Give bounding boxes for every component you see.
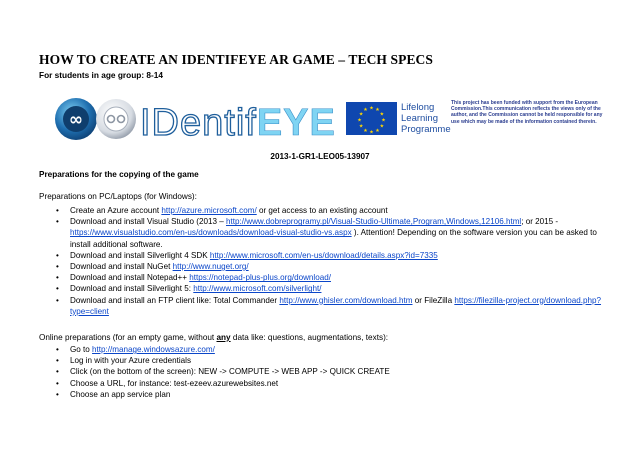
document-subtitle: For students in age group: 8-14: [39, 70, 164, 80]
list-item: • Click (on the bottom of the screen): NEW -> COMPUTE -> WEB APP -> QUICK CREATE: [54, 366, 614, 377]
azure-link[interactable]: http://azure.microsoft.com/: [161, 206, 257, 215]
nuget-link[interactable]: http://www.nuget.org/: [172, 262, 249, 272]
online-preparations-intro: Online preparations (for an empty game, without any data like: questions, augmentations, texts):: [39, 333, 389, 342]
visual-studio-2015-link[interactable]: https://www.visualstudio.com/en-us/downloads/download-visual-studio-vs.aspx: [70, 228, 352, 238]
section-heading: Preparations for the copying of the game: [39, 170, 199, 179]
svg-text:★: ★: [381, 117, 386, 124]
list-item: • Download and install Silverlight 4 SDK http://www.microsoft.com/en-us/download/details.aspx?id=7335: [54, 250, 614, 261]
pc-preparations-intro: Preparations on PC/Laptops (for Windows):: [39, 192, 197, 201]
visual-studio-2013-link[interactable]: http://www.dobreprogramy.pl/Visual-Studio-Ultimate,Program,Windows,12106.html: [225, 217, 522, 227]
silverlight-5-link[interactable]: http://www.microsoft.com/silverlight/: [193, 284, 322, 294]
svg-text:★: ★: [357, 117, 362, 124]
svg-text:★: ★: [363, 127, 368, 134]
list-item: • Choose an app service plan: [54, 389, 614, 400]
total-commander-link[interactable]: http://www.ghisler.com/download.htm: [279, 295, 413, 305]
list-item: • Create an Azure account http://azure.microsoft.com/ or get access to an existing account: [54, 205, 614, 216]
silverlight-sdk-link[interactable]: http://www.microsoft.com/en-us/download/details.aspx?id=7335: [209, 250, 438, 260]
svg-text:★: ★: [375, 127, 380, 134]
list-item: • Download and install Notepad++ https://notepad-plus-plus.org/download/: [54, 272, 614, 283]
logo-banner: [54, 96, 614, 146]
notepad-plus-plus-link[interactable]: https://notepad-plus-plus.org/download/: [189, 273, 331, 283]
list-item: • Download and install Visual Studio (2013 – http://www.dobreprogramy.pl/Visual-Studio-Ultimate,Program,Windows,12106.html; or 2015 - https://www.visualstudio.com/en-us/downloads/download-visual-studio-vs.aspx ). Attention! Depending on the software version you can be asked to install additional software.: [54, 216, 614, 250]
svg-text:★: ★: [369, 105, 374, 112]
svg-text:∞: ∞: [68, 110, 84, 130]
list-item: • Go to http://manage.windowsazure.com/: [54, 344, 614, 355]
svg-text:★: ★: [375, 107, 380, 114]
online-preparations-list: [54, 344, 614, 400]
lifelong-learning-programme-label: Lifelong Learning Programme: [401, 102, 451, 135]
azure-portal-link[interactable]: http://manage.windowsazure.com/: [92, 345, 215, 354]
svg-text:★: ★: [358, 123, 364, 130]
document-title: HOW TO CREATE AN IDENTIFEYE AR GAME – TECH SPECS: [39, 52, 434, 67]
pc-preparations-list: [54, 205, 614, 317]
project-code: 2013-1-GR1-LEO05-13907: [270, 152, 370, 161]
svg-text:★: ★: [358, 111, 364, 118]
list-item: • Download and install NuGet http://www.nuget.org/: [54, 261, 614, 272]
svg-text:★: ★: [369, 129, 374, 135]
svg-text:★: ★: [379, 123, 385, 130]
list-item: • Choose a URL, for instance: test-ezeev.azurewebsites.net: [54, 378, 614, 389]
list-item: • Download and install Silverlight 5: http://www.microsoft.com/silverlight/: [54, 283, 614, 294]
list-item: • Download and install an FTP client like: Total Commander http://www.ghisler.com/download.htm or FileZilla https://filezilla-project.org/download.php?type=client: [54, 295, 614, 317]
identifeye-eye-logo-icon: [54, 96, 138, 142]
identifeye-wordmark: IDentifEYE: [140, 102, 336, 144]
list-item: • Log in with your Azure credentials: [54, 355, 614, 366]
filezilla-link[interactable]: https://filezilla-project.org/download.php?type=client: [70, 295, 602, 316]
svg-text:★: ★: [363, 107, 368, 114]
eu-flag-icon: [346, 102, 397, 135]
funding-disclaimer: This project has been funded with support from the European Commission.This communication reflects the views only of the author, and the Commission cannot be held responsible for any use which may be made of the information contained therein.: [451, 100, 603, 125]
svg-text:★: ★: [379, 111, 385, 118]
